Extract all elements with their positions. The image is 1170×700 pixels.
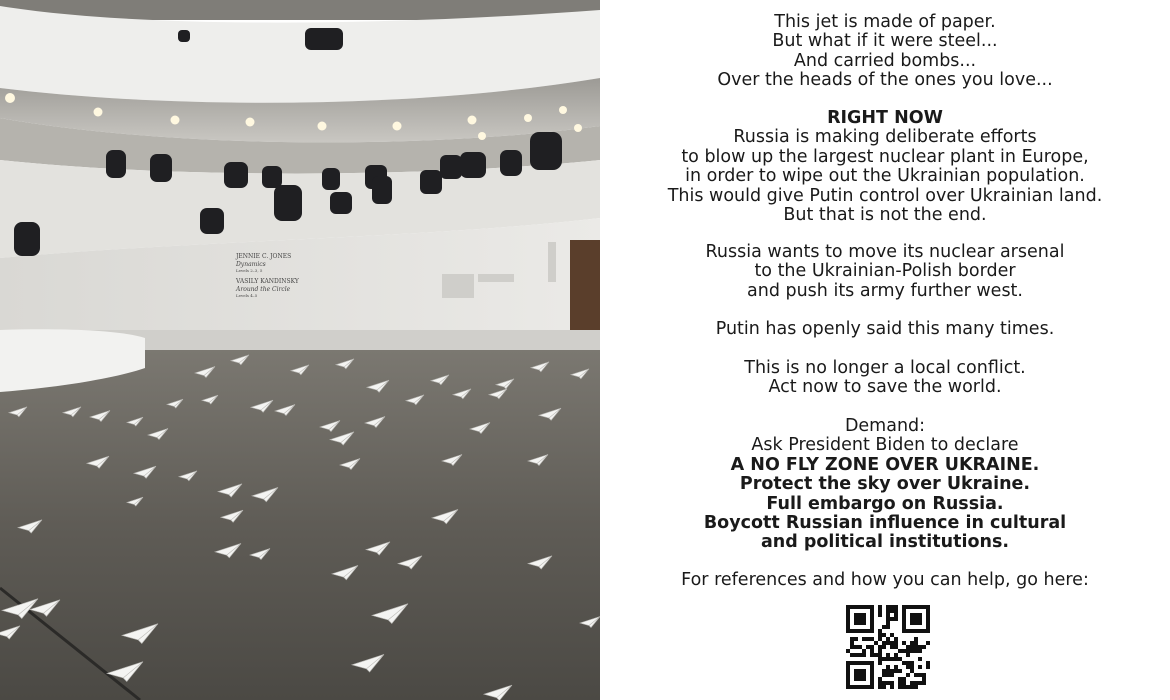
demand-item: and political institutions. [760, 532, 1010, 553]
arsenal-stanza [600, 243, 1170, 301]
poster-line: to blow up the largest nuclear plant in Europe, [681, 146, 1089, 167]
upper-ramp-parapet [0, 6, 600, 103]
poster-line: in order to wipe out the Ukrainian population. [685, 166, 1085, 187]
demand-item: Protect the sky over Ukraine. [739, 474, 1031, 495]
putin-stanza [600, 320, 1170, 339]
poster-line: This is no longer a local conflict. [744, 358, 1026, 378]
poster-line: But that is not the end. [783, 205, 987, 226]
svg-text:Around the Circle: Around the Circle [236, 286, 291, 293]
poster-line: Russia is making deliberate efforts [733, 127, 1037, 148]
references-text: For references and how you can help, go here: [681, 570, 1089, 590]
right-now-stanza [600, 109, 1170, 225]
global-stanza [600, 359, 1170, 398]
floor [0, 350, 600, 700]
poster-line: Putin has openly said this many times. [715, 319, 1055, 339]
poster-line: But what if it were steel... [772, 31, 998, 52]
svg-text:Dynamics: Dynamics [236, 261, 266, 268]
demand-intro: Ask President Biden to declare [751, 435, 1019, 456]
poster-line: and push its army further west. [747, 280, 1023, 301]
poster-line: Over the heads of the ones you love... [717, 70, 1053, 91]
svg-text:VASILY KANDINSKY: VASILY KANDINSKY [236, 278, 299, 285]
svg-text:Levels 2–3, 5: Levels 2–3, 5 [236, 268, 263, 273]
poster-line: And carried bombs... [793, 50, 977, 71]
demand-item: Full embargo on Russia. [766, 493, 1004, 514]
right-now-heading: RIGHT NOW [827, 108, 943, 128]
demand-stanza [600, 417, 1170, 553]
svg-text:JENNIE C. JONES: JENNIE C. JONES [236, 253, 292, 260]
poster-line: Act now to save the world. [768, 377, 1002, 398]
demand-item: Boycott Russian influence in cultural [703, 513, 1067, 534]
svg-text:Levels 4–5: Levels 4–5 [236, 293, 258, 298]
poster-text [600, 0, 1170, 700]
poster-line: to the Ukrainian-Polish border [754, 261, 1016, 282]
demand-item: A NO FLY ZONE OVER UKRAINE. [730, 454, 1040, 475]
demand-label: Demand: [844, 416, 926, 436]
qr-code-icon[interactable] [846, 605, 930, 689]
poster-line: This would give Putin control over Ukrainian land. [667, 185, 1103, 206]
references-stanza [600, 571, 1170, 590]
poster-line: Russia wants to move its nuclear arsenal [705, 242, 1065, 262]
intro-stanza [600, 13, 1170, 91]
poster-line: This jet is made of paper. [774, 12, 996, 32]
